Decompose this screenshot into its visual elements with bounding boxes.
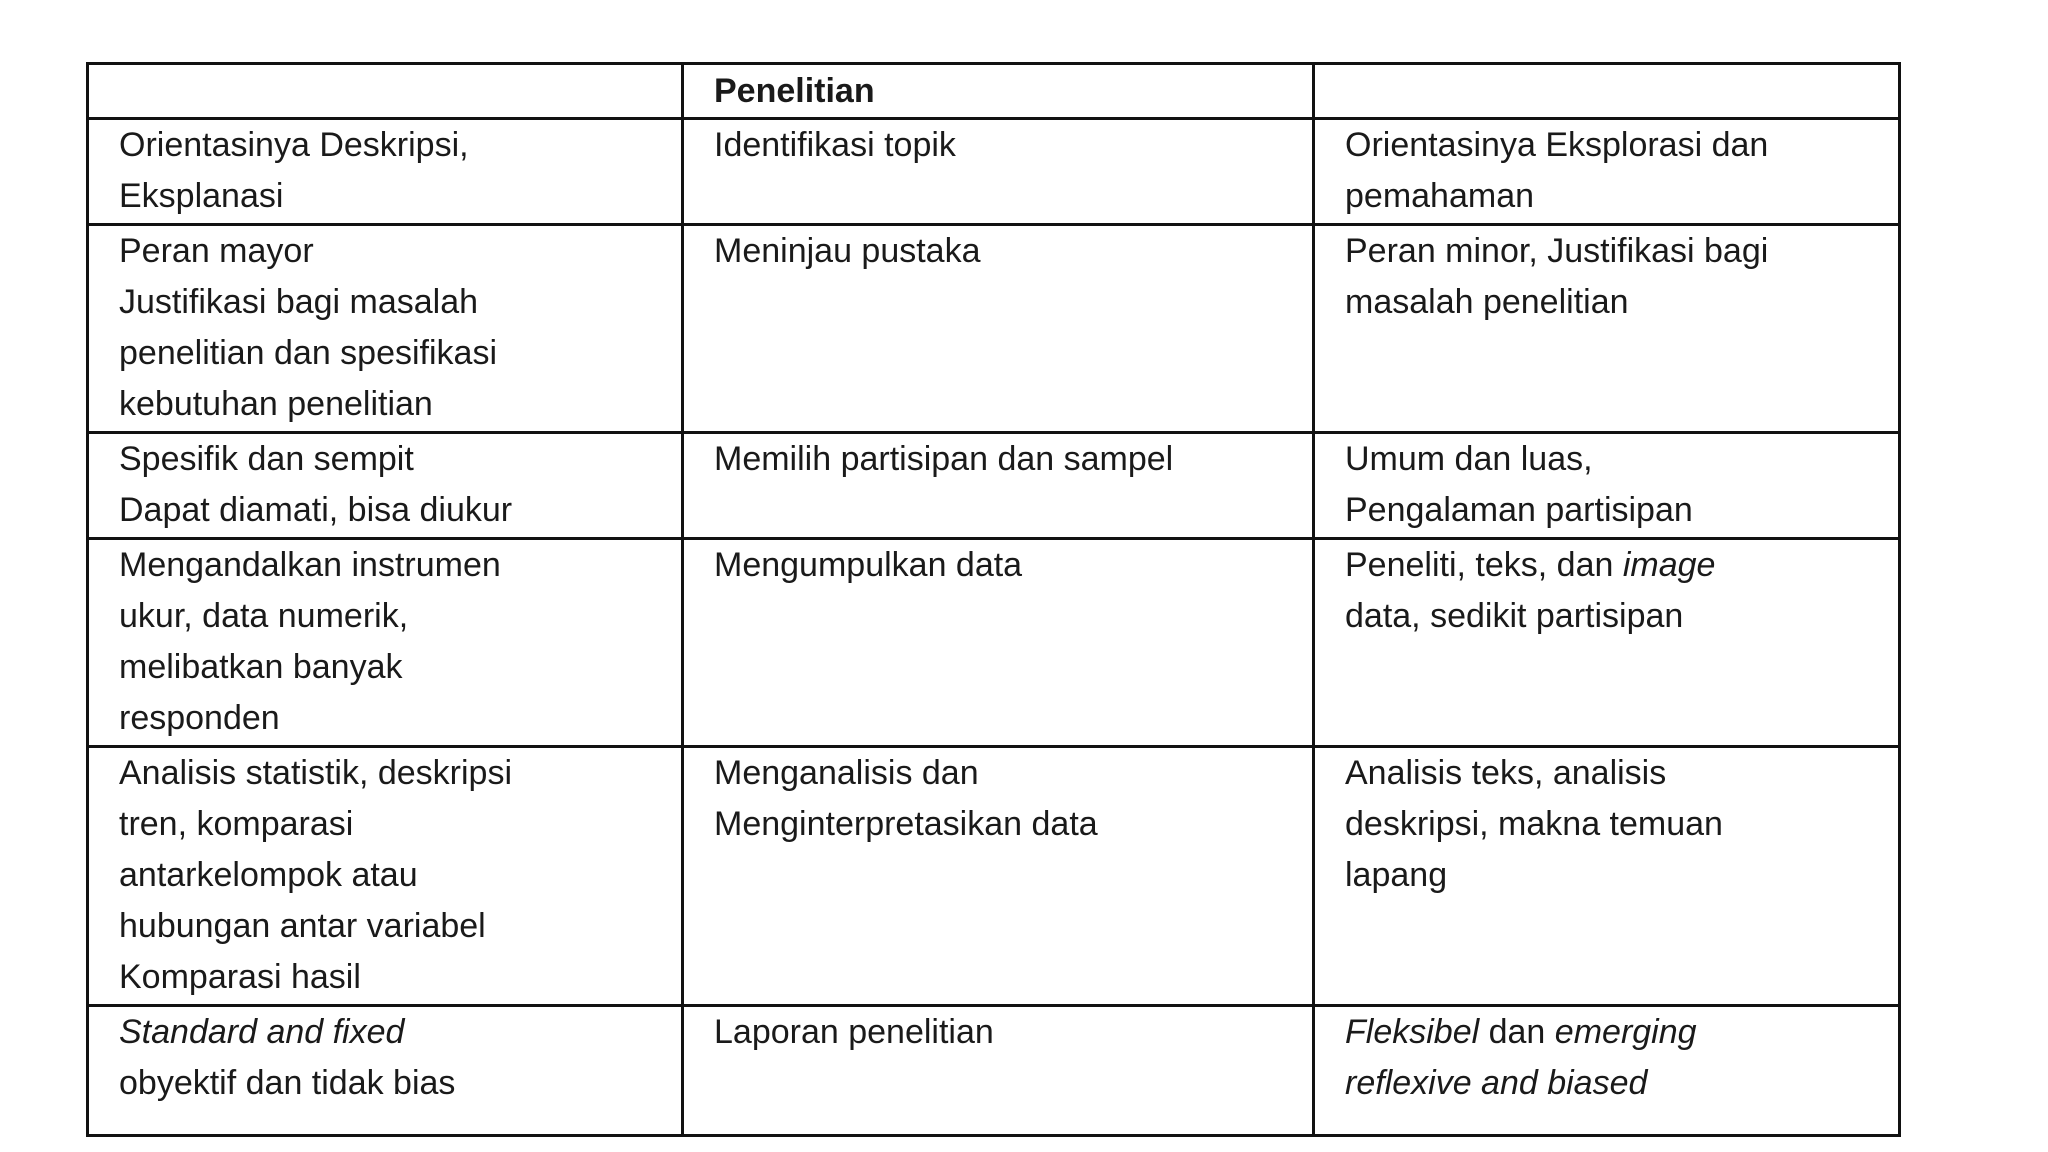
cell-middle	[683, 225, 1314, 433]
cell-text: Fleksibel dan emerging	[1345, 1013, 1697, 1051]
cell-text: Mengumpulkan data	[714, 546, 1023, 584]
cell-text: Justifikasi bagi masalah	[119, 283, 479, 321]
cell-left	[88, 747, 683, 1006]
cell-text: responden	[119, 699, 280, 737]
cell-text: reflexive and biased	[1345, 1064, 1648, 1102]
cell-right	[1314, 225, 1900, 433]
cell-text: Eksplanasi	[119, 177, 284, 215]
table-row	[88, 433, 1900, 539]
cell-text: masalah penelitian	[1345, 283, 1629, 321]
cell-text: Pengalaman partisipan	[1345, 491, 1693, 529]
cell-text: Memilih partisipan dan sampel	[714, 440, 1174, 478]
cell-text: Orientasinya Deskripsi,	[119, 126, 469, 164]
cell-text: Analisis statistik, deskripsi	[119, 754, 513, 792]
cell-text: Standard and fixed	[119, 1013, 405, 1051]
cell-text: hubungan antar variabel	[119, 907, 486, 945]
header-title: Penelitian	[714, 72, 875, 110]
cell-right	[1314, 433, 1900, 539]
cell-right	[1314, 119, 1900, 225]
cell-text: penelitian dan spesifikasi	[119, 334, 498, 372]
cell-text: Meninjau pustaka	[714, 232, 981, 270]
header-cell-left	[88, 64, 683, 119]
cell-text: Identifikasi topik	[714, 126, 956, 164]
cell-middle	[683, 1006, 1314, 1136]
cell-text: Peran minor, Justifikasi bagi	[1345, 232, 1769, 270]
cell-text: kebutuhan penelitian	[119, 385, 433, 423]
cell-text: Komparasi hasil	[119, 958, 361, 996]
table-row	[88, 747, 1900, 1006]
cell-text: Menganalisis dan	[714, 754, 979, 792]
header-cell-right	[1314, 64, 1900, 119]
cell-middle	[683, 119, 1314, 225]
cell-left	[88, 539, 683, 747]
cell-text: pemahaman	[1345, 177, 1535, 215]
cell-right	[1314, 1006, 1900, 1136]
cell-text: obyektif dan tidak bias	[119, 1064, 456, 1102]
table-header-row	[88, 64, 1900, 119]
cell-middle	[683, 747, 1314, 1006]
comparison-table	[86, 62, 1901, 1137]
cell-text: antarkelompok atau	[119, 856, 418, 894]
header-cell-middle	[683, 64, 1314, 119]
cell-middle	[683, 539, 1314, 747]
cell-middle	[683, 433, 1314, 539]
cell-text: Spesifik dan sempit	[119, 440, 414, 478]
cell-text: Analisis teks, analisis	[1345, 754, 1667, 792]
cell-text: deskripsi, makna temuan	[1345, 805, 1723, 843]
cell-left	[88, 433, 683, 539]
cell-text: Menginterpretasikan data	[714, 805, 1098, 843]
cell-text: Dapat diamati, bisa diukur	[119, 491, 513, 529]
cell-text: Laporan penelitian	[714, 1013, 994, 1051]
cell-text: melibatkan banyak	[119, 648, 403, 686]
cell-text: Orientasinya Eksplorasi dan	[1345, 126, 1769, 164]
cell-right	[1314, 539, 1900, 747]
table-row	[88, 539, 1900, 747]
table-row	[88, 1006, 1900, 1136]
cell-text: Peneliti, teks, dan image	[1345, 546, 1716, 584]
cell-text: ukur, data numerik,	[119, 597, 409, 635]
table-row	[88, 119, 1900, 225]
cell-text: Mengandalkan instrumen	[119, 546, 501, 584]
table-row	[88, 225, 1900, 433]
cell-text: Umum dan luas,	[1345, 440, 1593, 478]
cell-text: lapang	[1345, 856, 1448, 894]
cell-text: Peran mayor	[119, 232, 314, 270]
cell-left	[88, 119, 683, 225]
cell-left	[88, 225, 683, 433]
cell-left	[88, 1006, 683, 1136]
cell-text: tren, komparasi	[119, 805, 354, 843]
cell-right	[1314, 747, 1900, 1006]
cell-text: data, sedikit partisipan	[1345, 597, 1684, 635]
